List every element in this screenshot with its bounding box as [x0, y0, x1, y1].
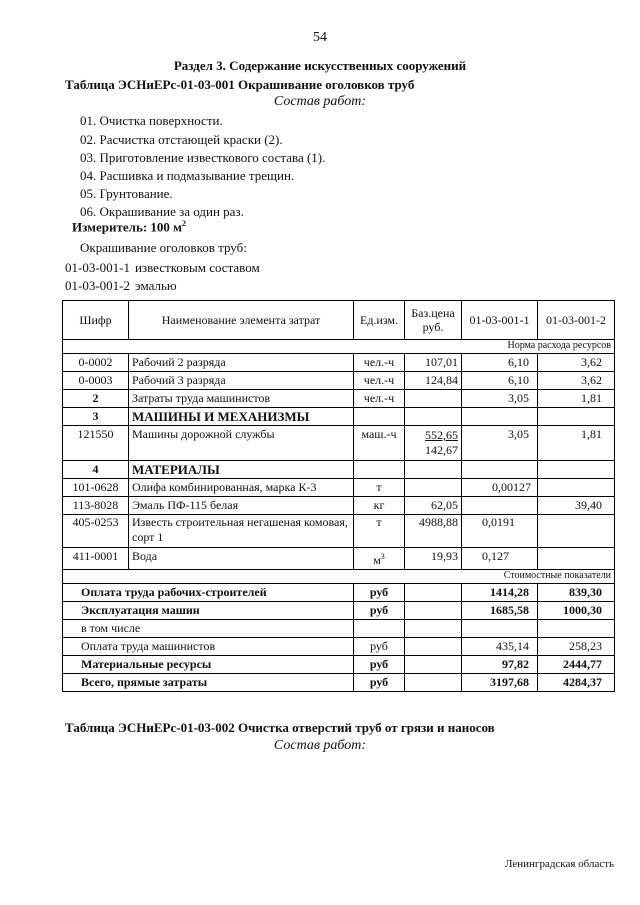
- cost-unit: руб: [354, 584, 405, 602]
- cell-name: Вода: [129, 548, 354, 570]
- table2-sostav: Состав работ:: [273, 738, 367, 753]
- cell-price: 124,84: [405, 372, 462, 390]
- cost-v1: 97,82: [462, 656, 538, 674]
- cell-name: Рабочий 2 разряда: [129, 354, 354, 372]
- cell-price: 4988,88: [405, 515, 462, 548]
- cell-price: [405, 479, 462, 497]
- cell-price: 107,01: [405, 354, 462, 372]
- variant-row: [65, 260, 260, 276]
- cost-name: Оплата труда машинистов: [63, 638, 354, 656]
- cell-v1: 0,00127: [462, 479, 538, 497]
- cell-code: 411-0001: [63, 548, 129, 570]
- cell-unit: чел.-ч: [354, 372, 405, 390]
- cell-unit: чел.-ч: [354, 354, 405, 372]
- cell-v2: 3,62: [538, 354, 615, 372]
- cell-v1: 0,0191: [462, 515, 538, 548]
- work-item: 02. Расчистка отстающей краски (2).: [80, 132, 283, 147]
- cell-name: Олифа комбинированная, марка К-3: [129, 479, 354, 497]
- table1-title: Таблица ЭСНиЕРс-01-03-001 Окрашивание оголовков труб: [65, 77, 415, 92]
- variant-row: [65, 278, 177, 294]
- cost-v1: 1685,58: [462, 602, 538, 620]
- cost-v2: 839,30: [538, 584, 615, 602]
- col-header-unit: Ед.изм.: [354, 301, 405, 340]
- meter-label: Измеритель: 100 $м^2$: [72, 219, 187, 235]
- table-header-row: [63, 301, 615, 340]
- cost-v2: [538, 620, 615, 638]
- group-number: 3: [63, 408, 129, 426]
- cost-row: [63, 584, 615, 602]
- cost-row: [63, 638, 615, 656]
- cell-code: 101-0628: [63, 479, 129, 497]
- cost-unit: [354, 620, 405, 638]
- cost-v2: 1000,30: [538, 602, 615, 620]
- group-number: 4: [63, 461, 129, 479]
- cost-name: Всего, прямые затраты: [63, 674, 354, 692]
- work-item: 05. Грунтование.: [80, 186, 173, 201]
- cost-unit: руб: [354, 638, 405, 656]
- col-header-name: Наименование элемента затрат: [129, 301, 354, 340]
- cost-name: Материальные ресурсы: [63, 656, 354, 674]
- table-row: [63, 515, 615, 548]
- cell-name: Известь строительная негашеная комовая, сорт 1: [129, 515, 354, 548]
- cell-v1: 6,10: [462, 354, 538, 372]
- cell-v2: 3,62: [538, 372, 615, 390]
- table-row: [63, 548, 615, 570]
- cell-price: [405, 390, 462, 408]
- variant-desc: известковым составом: [135, 260, 260, 275]
- cost-name: Эксплуатация машин: [63, 602, 354, 620]
- work-item: 03. Приготовление известкового состава (1).: [80, 150, 326, 165]
- cell-v1: 3,05: [462, 390, 538, 408]
- table-row: [63, 354, 615, 372]
- table-row: [63, 372, 615, 390]
- cell-name: Затраты труда машинистов: [129, 390, 354, 408]
- cell-v1: 6,10: [462, 372, 538, 390]
- cell-unit: т: [354, 479, 405, 497]
- variant-code: 01-03-001-1: [65, 260, 130, 275]
- group-header-row: [63, 408, 615, 426]
- norm-label: Норма расхода ресурсов: [63, 340, 615, 354]
- cell-v2: 39,40: [538, 497, 615, 515]
- cell-code: 113-8028: [63, 497, 129, 515]
- cost-v1: 435,14: [462, 638, 538, 656]
- page-number: 54: [313, 30, 327, 45]
- resource-table: [62, 300, 615, 692]
- cell-v1: 3,05: [462, 426, 538, 461]
- table1-sostav: Состав работ:: [273, 94, 367, 109]
- cost-unit: руб: [354, 602, 405, 620]
- cell-unit: кг: [354, 497, 405, 515]
- cell-code: 0-0003: [63, 372, 129, 390]
- price-main: 552,65: [425, 428, 458, 442]
- cell-unit: чел.-ч: [354, 390, 405, 408]
- cell-v2: 1,81: [538, 390, 615, 408]
- cell-unit: $м^3$: [354, 548, 405, 570]
- work-item: 06. Окрашивание за один раз.: [80, 204, 244, 219]
- table-row: [63, 390, 615, 408]
- group-title-materials: МАТЕРИАЛЫ: [129, 461, 354, 479]
- cell-code: 2: [63, 390, 129, 408]
- cost-v1: [462, 620, 538, 638]
- cost-label-row: [63, 570, 615, 584]
- table-row: [63, 497, 615, 515]
- work-item: 01. Очистка поверхности.: [80, 113, 223, 128]
- footer-region: Ленинградская область: [505, 858, 615, 870]
- cost-label: Стоимостные показатели: [63, 570, 615, 584]
- cost-name: в том числе: [63, 620, 354, 638]
- cost-row: [63, 602, 615, 620]
- cell-code: 0-0002: [63, 354, 129, 372]
- cost-name: Оплата труда рабочих-строителей: [63, 584, 354, 602]
- cost-v2: 2444,77: [538, 656, 615, 674]
- cost-unit: руб: [354, 674, 405, 692]
- cost-v1: 3197,68: [462, 674, 538, 692]
- okr-label: Окрашивание оголовков труб:: [80, 240, 247, 255]
- cell-name: Машины дорожной службы: [129, 426, 354, 461]
- cell-v2: [538, 479, 615, 497]
- cell-v2: 1,81: [538, 426, 615, 461]
- price-secondary: 142,67: [425, 443, 458, 457]
- cell-code: 121550: [63, 426, 129, 461]
- cost-v1: 1414,28: [462, 584, 538, 602]
- cell-price: 62,05: [405, 497, 462, 515]
- cost-v2: 4284,37: [538, 674, 615, 692]
- cost-row: [63, 620, 615, 638]
- cell-v2: [538, 515, 615, 548]
- group-title-machines: МАШИНЫ И МЕХАНИЗМЫ: [129, 408, 354, 426]
- variant-code: 01-03-001-2: [65, 278, 130, 293]
- cell-v1: [462, 497, 538, 515]
- cell-price: [405, 426, 462, 461]
- cell-name: Эмаль ПФ-115 белая: [129, 497, 354, 515]
- cost-row: [63, 656, 615, 674]
- table-row: [63, 426, 615, 461]
- section-title: Раздел 3. Содержание искусственных сооружений: [173, 58, 467, 73]
- cell-v1: 0,127: [462, 548, 538, 570]
- col-header-price: Баз.цена руб.: [405, 301, 462, 340]
- table-row: [63, 479, 615, 497]
- col-header-shifr: Шифр: [63, 301, 129, 340]
- table2-title: Таблица ЭСНиЕРс-01-03-002 Очистка отверстий труб от грязи и наносов: [65, 720, 495, 735]
- cost-v2: 258,23: [538, 638, 615, 656]
- cost-row: [63, 674, 615, 692]
- cell-price: 19,93: [405, 548, 462, 570]
- cell-v2: [538, 548, 615, 570]
- cell-name: Рабочий 3 разряда: [129, 372, 354, 390]
- col-header-c1: 01-03-001-1: [462, 301, 538, 340]
- work-item: 04. Расшивка и подмазывание трещин.: [80, 168, 295, 183]
- group-header-row: [63, 461, 615, 479]
- cell-unit: т: [354, 515, 405, 548]
- cell-code: 405-0253: [63, 515, 129, 548]
- variant-desc: эмалью: [135, 278, 177, 293]
- col-header-c2: 01-03-001-2: [538, 301, 615, 340]
- cell-unit: маш.-ч: [354, 426, 405, 461]
- norm-label-row: [63, 340, 615, 354]
- cost-unit: руб: [354, 656, 405, 674]
